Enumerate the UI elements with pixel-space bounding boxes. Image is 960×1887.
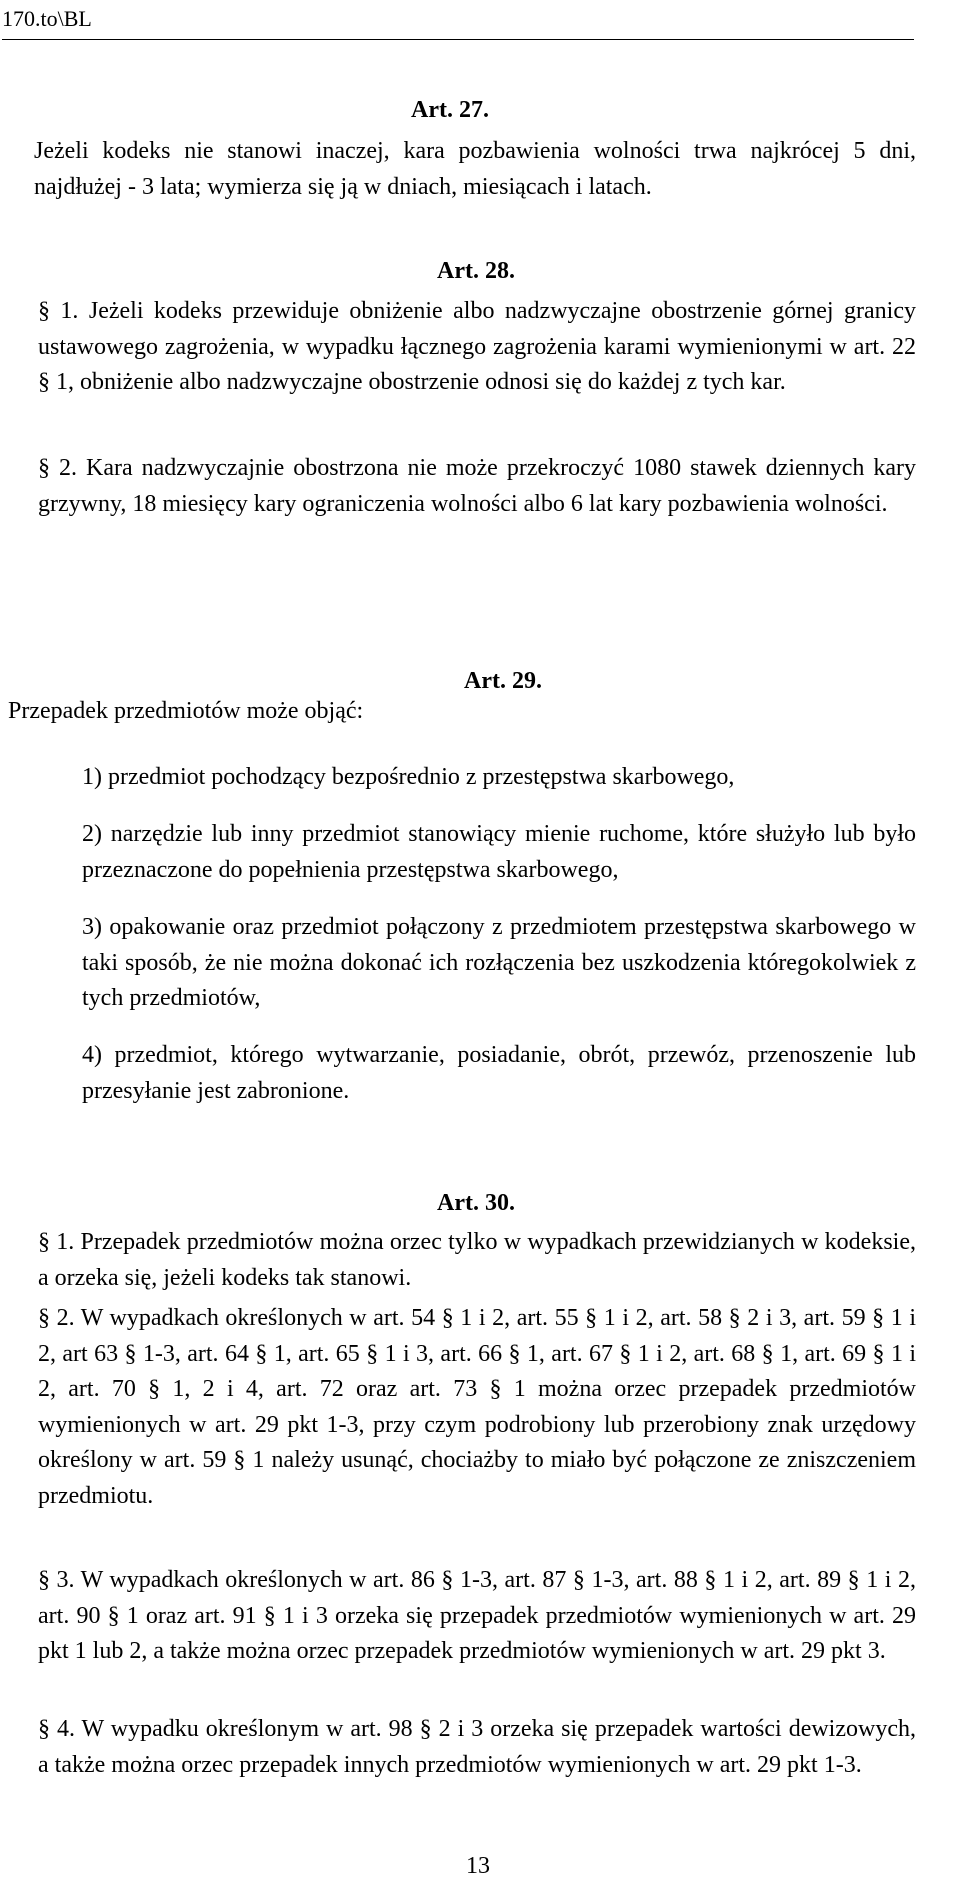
art-30-paragraph-1: § 1. Przepadek przedmiotów można orzec tylko w wypadkach przewidzianych w kodeksie, a orzeka się, jeżeli kodeks tak stanowi.: [38, 1229, 916, 1291]
art-27-heading: Art. 27.: [411, 97, 489, 123]
art-29-intro: Przepadek przedmiotów może objąć:: [8, 698, 364, 724]
art-30-paragraph-3: § 3. W wypadkach określonych w art. 86 § 1-3, art. 87 § 1-3, art. 88 § 1 i 2, art. 89 § 1 i 2, art. 90 § 1 oraz art. 91 § 1 i 3 orzeka się przepadek przedmiotów wymienionych w art. 29 pkt 1 lub 2, a także można orzec przepadek przedmiotów wymienionych w art. 29 pkt 3.: [38, 1567, 916, 1664]
art-29-item-4: 4) przedmiot, którego wytwarzanie, posiadanie, obrót, przewóz, przenoszenie lub przesyłanie jest zabronione.: [82, 1042, 916, 1104]
art-28-heading: Art. 28.: [437, 258, 515, 284]
art-30-paragraph-2: § 2. W wypadkach określonych w art. 54 § 1 i 2, art. 55 § 1 i 2, art. 58 § 2 i 3, art. 59 § 1 i 2, art 63 § 1-3, art. 64 § 1, art. 65 § 1 i 3, art. 66 § 1, art. 67 § 1 i 2, art. 68 § 1, art. 69 § 1 i 2, art. 70 § 1, 2 i 4, art. 72 oraz art. 73 § 1 można orzec przepadek przedmiotów wymienionych w art. 29 pkt 1-3, przy czym podrobiony lub przerobiony znak urzędowy określony w art. 59 § 1 należy usunąć, chociażby to miało być połączone ze zniszczeniem przedmiotu.: [38, 1305, 916, 1509]
page-header: 170.to\BL: [2, 6, 92, 31]
art-27-text: Jeżeli kodeks nie stanowi inaczej, kara pozbawienia wolności trwa najkrócej 5 dni, najdłużej - 3 lata; wymierza się ją w dniach, miesiącach i latach.: [34, 138, 916, 200]
art-28-paragraph-1: § 1. Jeżeli kodeks przewiduje obniżenie albo nadzwyczajne obostrzenie górnej granicy ustawowego zagrożenia, w wypadku łącznego zagrożenia karami wymienionymi w art. 22 § 1, obniżenie albo nadzwyczajne obostrzenie odnosi się do każdej z tych kar.: [38, 298, 916, 395]
page-number: 13: [466, 1853, 490, 1879]
art-30-paragraph-4: § 4. W wypadku określonym w art. 98 § 2 i 3 orzeka się przepadek wartości dewizowych, a także można orzec przepadek innych przedmiotów wymienionych w art. 29 pkt 1-3.: [38, 1716, 916, 1778]
art-28-paragraph-2: § 2. Kara nadzwyczajnie obostrzona nie może przekroczyć 1080 stawek dziennych kary grzywny, 18 miesięcy kary ograniczenia wolności albo 6 lat kary pozbawienia wolności.: [38, 455, 916, 517]
art-29-item-1: 1) przedmiot pochodzący bezpośrednio z przestępstwa skarbowego,: [82, 764, 735, 790]
art-29-item-2: 2) narzędzie lub inny przedmiot stanowiący mienie ruchome, które służyło lub było przeznaczone do popełnienia przestępstwa skarbowego,: [82, 821, 916, 883]
art-30-heading: Art. 30.: [437, 1190, 515, 1216]
art-29-item-3: 3) opakowanie oraz przedmiot połączony z przedmiotem przestępstwa skarbowego w taki sposób, że nie można dokonać ich rozłączenia bez uszkodzenia któregokolwiek z tych przedmiotów,: [82, 914, 916, 1011]
art-29-heading: Art. 29.: [464, 668, 542, 694]
